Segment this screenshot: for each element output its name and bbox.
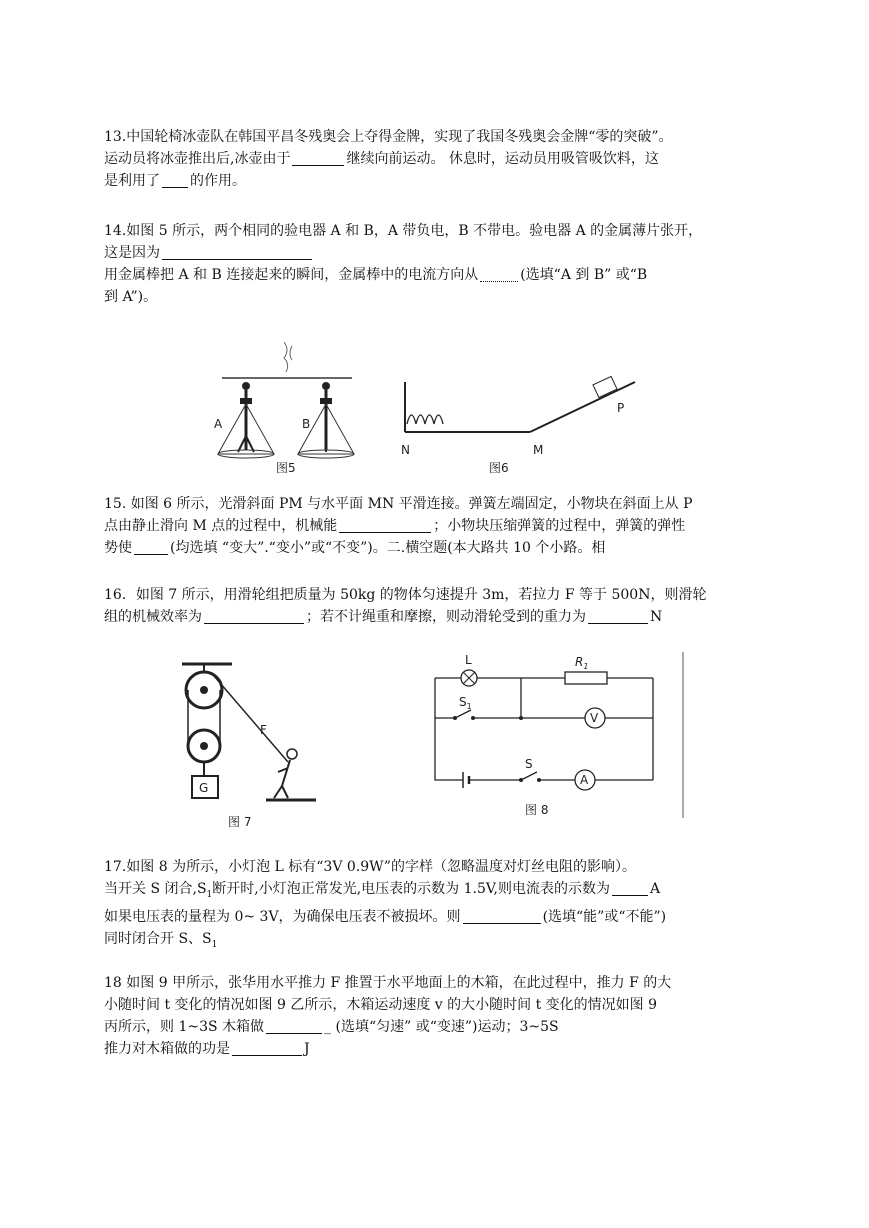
figure-6 bbox=[395, 370, 665, 478]
q14-line-4: 到 A”)。 bbox=[104, 289, 158, 305]
q13-line-3: 是利用了 的作用。 bbox=[104, 173, 246, 189]
label-s: S bbox=[525, 757, 533, 771]
electroscope-a bbox=[218, 382, 274, 458]
label-g: G bbox=[199, 781, 209, 795]
question-14 bbox=[104, 220, 764, 308]
answer-blank[interactable] bbox=[480, 265, 518, 282]
label-n: N bbox=[401, 443, 410, 457]
answer-blank[interactable] bbox=[162, 243, 312, 260]
hand-icon bbox=[284, 342, 292, 372]
question-17 bbox=[104, 856, 764, 956]
q18-line-4: 推力对木箱做的功是 J bbox=[104, 1041, 310, 1057]
figure-7 bbox=[170, 650, 320, 830]
label-a: A bbox=[214, 417, 223, 431]
answer-blank[interactable] bbox=[588, 607, 648, 624]
q13-line-1: 13.中国轮椅冰壶队在韩国平昌冬残奥会上夺得金牌，实现了我国冬残奥会金牌“零的突破”。 bbox=[104, 129, 673, 145]
q18-line-1: 18 如图 9 甲所示，张华用水平推力 F 推置于水平地面上的木箱，在此过程中，推力 F 的大 bbox=[104, 975, 672, 991]
label-m: M bbox=[533, 443, 544, 457]
rope bbox=[214, 676, 288, 762]
question-16 bbox=[104, 584, 764, 628]
question-18 bbox=[104, 972, 764, 1060]
figure-7-caption: 图 7 bbox=[228, 815, 252, 829]
q18-line-2: 小随时间 t 变化的情况如图 9 乙所示，木箱运动速度 v 的大小随时间 t 变化的情况如图 9 bbox=[104, 997, 658, 1013]
label-p: P bbox=[617, 401, 625, 415]
q16-line-1: 16．如图 7 所示，用滑轮组把质量为 50kg 的物体匀速提升 3m，若拉力 F 等于 500N，则滑轮 bbox=[104, 587, 707, 603]
figure-5 bbox=[214, 336, 364, 476]
answer-blank[interactable] bbox=[134, 538, 168, 555]
label-a: A bbox=[580, 773, 589, 787]
answer-blank[interactable] bbox=[339, 516, 431, 533]
answer-blank[interactable] bbox=[292, 149, 344, 166]
q17-line-4: 同时闭合开 S、$S_1$ bbox=[104, 930, 218, 950]
q15-line-1: 15. 如图 6 所示，光滑斜面 PM 与水平面 MN 平滑连接。弹簧左端固定，小物块在斜面上从 P bbox=[104, 496, 693, 512]
answer-blank[interactable] bbox=[162, 171, 188, 188]
q15-line-2: 点由静止滑向 M 点的过程中，机械能 ；小物块压缩弹簧的过程中，弹簧的弹性 bbox=[104, 518, 686, 534]
resistor-r1 bbox=[565, 672, 607, 684]
answer-blank[interactable] bbox=[612, 879, 648, 896]
q15-line-3: 势使 (均选填 “变大”.“变小”或“不变”)。二.横空题(本大路共 10 个小路。相 bbox=[104, 540, 606, 556]
q16-line-2: 组的机械效率为 ；若不计绳重和摩擦，则动滑轮受到的重力为 N bbox=[104, 609, 663, 625]
q18-line-3: 丙所示，则 1~3S 木箱做 _ (选填“匀速” 或“变速”)运动；3~5S bbox=[104, 1019, 559, 1035]
q14-line-1: 14.如图 5 所示，两个相同的验电器 A 和 B，A 带负电，B 不带电。验电器 A 的金属薄片张开， bbox=[104, 223, 703, 239]
answer-blank[interactable] bbox=[463, 907, 541, 924]
question-15 bbox=[104, 493, 764, 559]
figure-8 bbox=[425, 648, 690, 824]
switch-s1 bbox=[455, 710, 471, 718]
figure-5-caption: 图5 bbox=[276, 461, 296, 475]
q14-line-3: 用金属棒把 A 和 B 连接起来的瞬间，金属棒中的电流方向从 (选填“A 到 B” 或“B bbox=[104, 267, 648, 283]
q17-line-2: 当开关 S 闭合$,S_1$断开时,小灯泡正常发光,电压表的示数为 1.5V,则电流表的示数为 A bbox=[104, 881, 661, 900]
question-13 bbox=[104, 126, 764, 192]
q14-line-2: 这是因为 bbox=[104, 242, 764, 264]
label-r1: $R_1$ bbox=[575, 655, 589, 671]
spring bbox=[407, 415, 443, 424]
label-l: L bbox=[465, 653, 472, 667]
figure-8-caption: 图 8 bbox=[525, 803, 549, 817]
q13-line-2: 运动员将冰壶推出后,冰壶由于 继续向前运动。 休息时，运动员用吸管吸饮料，这 bbox=[104, 151, 659, 167]
q17-line-1: 17.如图 8 为所示，小灯泡 L 标有“3V 0.9W”的字样（忽略温度对灯丝电阻的影响）。 bbox=[104, 859, 636, 875]
figure-6-caption: 图6 bbox=[489, 461, 509, 475]
label-b: B bbox=[302, 417, 311, 431]
label-f: F bbox=[260, 723, 267, 737]
label-s1: $S_1$ bbox=[459, 695, 472, 711]
block bbox=[593, 376, 617, 397]
switch-s bbox=[521, 772, 537, 780]
answer-blank[interactable] bbox=[232, 1039, 302, 1056]
person-icon bbox=[287, 749, 297, 759]
label-v: V bbox=[590, 711, 599, 725]
answer-blank[interactable] bbox=[266, 1017, 322, 1034]
answer-blank[interactable] bbox=[204, 607, 304, 624]
q17-line-3: 如果电压表的量程为 0~ 3V，为确保电压表不被损坏。则 (选填“能”或“不能”) bbox=[104, 908, 667, 925]
